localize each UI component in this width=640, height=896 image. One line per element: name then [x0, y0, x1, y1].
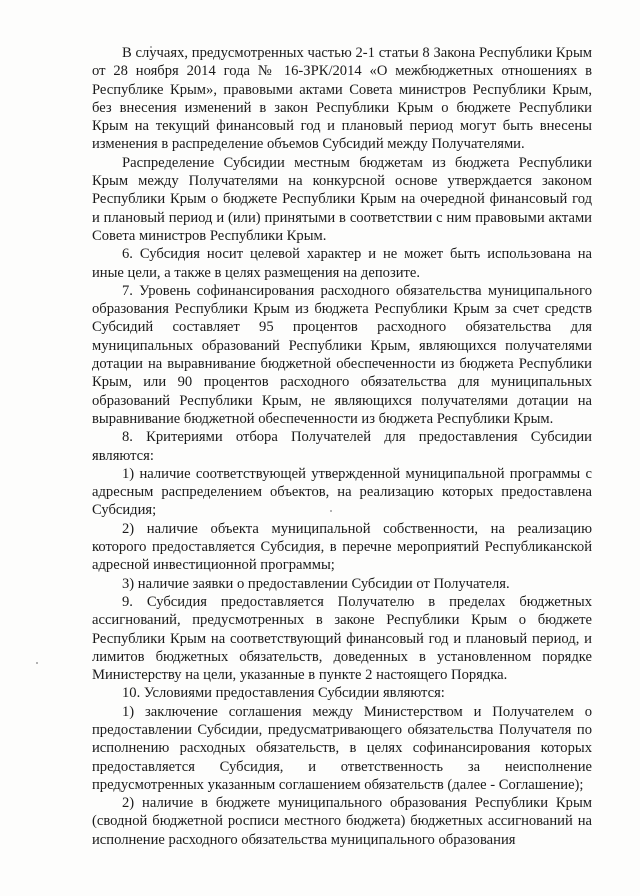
paragraph: 10. Условиями предоставления Субсидии являются:	[122, 685, 445, 702]
list-item: 1) наличие соответствующей утвержденной муниципальной программы с адресным распределением объектов, на реализацию которых предоставлена Субсидия;	[92, 465, 592, 519]
document-body	[92, 44, 592, 849]
paragraph: 6. Субсидия носит целевой характер и не может быть использована на иные цели, а также в целях размещения на депозите.	[92, 246, 592, 281]
scan-speck	[36, 662, 38, 664]
paragraph: Распределение Субсидии местным бюджетам из бюджета Республики Крым между Получателями на конкурсной основе утверждается законом Республики Крым о бюджете Республики Крым на очередной финансовый год и плановый период и (или) принятыми в соответствии с ним правовыми актами Совета министров Республики Крым.	[92, 154, 592, 244]
paragraph: 7. Уровень софинансирования расходного обязательства муниципального образования Республики Крым из бюджета Республики Крым за счет средств Субсидий составляет 95 процентов расходного обязательства для муниципальных образований Республики Крым, являющихся получателями дотации на выравнивание бюджетной обеспеченности из бюджета Республики Крым, или 90 процентов расходного обязательства для муниципальных образований Республики Крым, не являющихся получателями дотации на выравнивание бюджетной обеспеченности из бюджета Республики Крым.	[92, 282, 592, 427]
list-item: 3) наличие заявки о предоставлении Субсидии от Получателя.	[122, 575, 510, 592]
paragraph: 9. Субсидия предоставляется Получателю в пределах бюджетных ассигнований, предусмотренных в законе Республики Крым о бюджете Республики Крым на соответствующий финансовый год и плановый период, и лимитов бюджетных обязательств, доведенных в установленном порядке Министерству на цели, указанные в пункте 2 настоящего Порядка.	[92, 593, 592, 684]
paragraph: 8. Критериями отбора Получателей для предоставления Субсидии являются:	[92, 429, 592, 464]
list-item: 2) наличие объекта муниципальной собственности, на реализацию которого предоставляется Субсидия, в перечне мероприятий Республиканской адресной инвестиционной программы;	[92, 520, 592, 574]
list-item: 1) заключение соглашения между Министерством и Получателем о предоставлении Субсидии, предусматривающего обязательства Получателя по исполнению расходных обязательств, в целях софинансирования которых предоставляется Субсидия, и ответственность за неисполнение предусмотренных указанным соглашением обязательств (далее - Соглашение);	[92, 703, 592, 793]
list-item: 2) наличие в бюджете муниципального образования Республики Крым (сводной бюджетной росписи местного бюджета) бюджетных ассигнований на исполнение расходного обязательства муниципального образования	[92, 795, 592, 848]
paragraph: В случаях, предусмотренных частью 2-1 статьи 8 Закона Республики Крым от 28 ноября 2014 года № 16-ЗРК/2014 «О межбюджетных отношениях в Республике Крым», правовыми актами Совета министров Республики Крым, без внесения изменений в закон Республики Крым о бюджете Республики Крым на текущий финансовый год и плановый период могут быть внесены изменения в распределение объемов Субсидий между Получателями.	[92, 45, 592, 153]
